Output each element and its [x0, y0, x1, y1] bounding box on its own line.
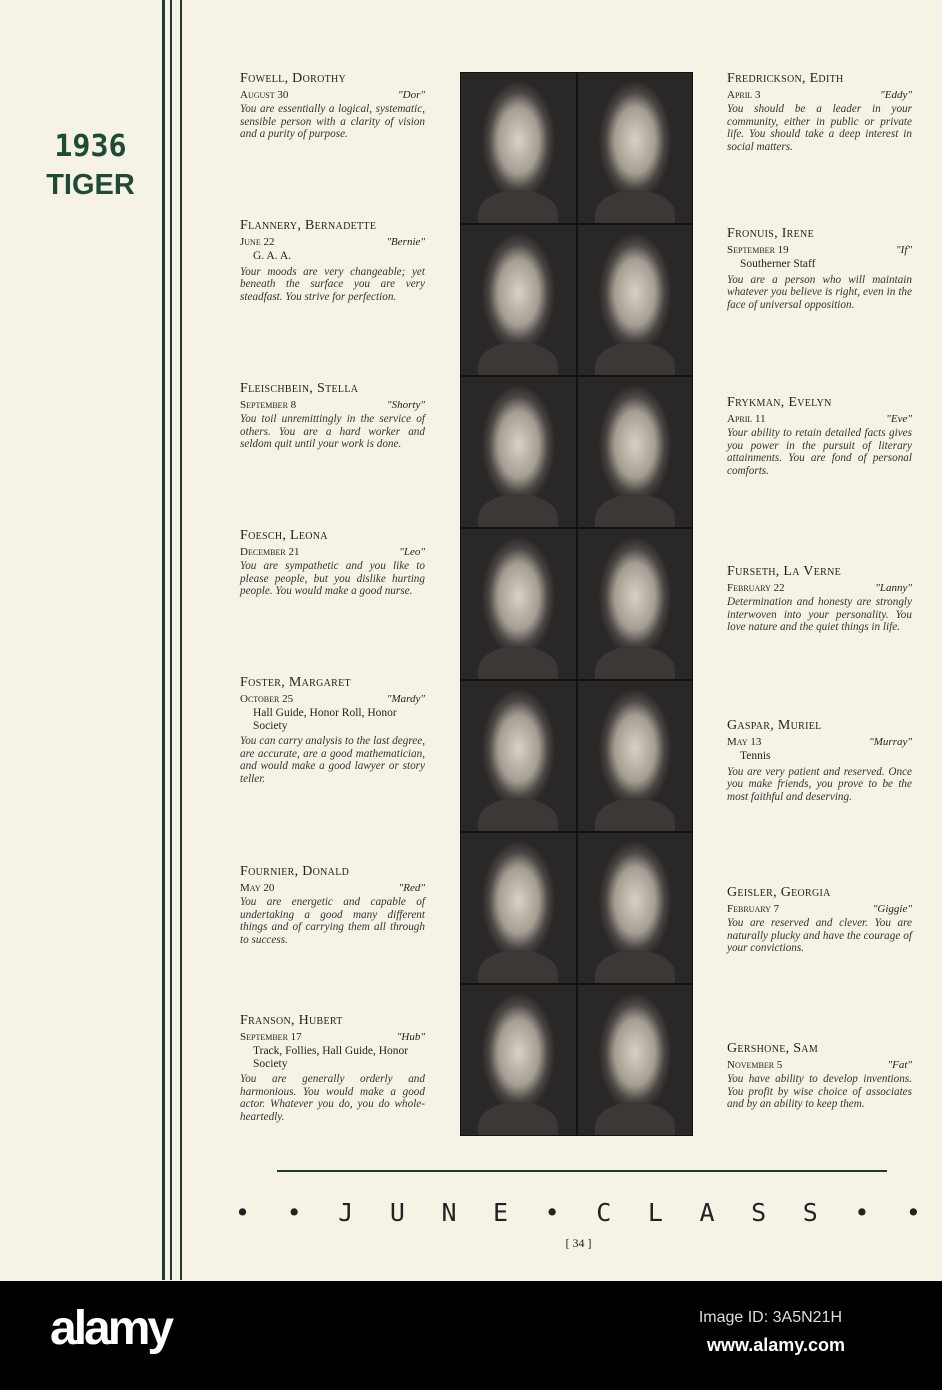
description: You can carry analysis to the last degree, are accurate, are a good mathematician, and would make a good lawyer or story teller.: [240, 735, 425, 785]
section-title: [235, 1198, 925, 1227]
birth-date: April 11: [727, 412, 766, 425]
title-char: S: [802, 1198, 822, 1227]
student-portrait: [461, 377, 576, 527]
nickname: "Red": [398, 881, 425, 894]
birth-date: December 21: [240, 545, 300, 558]
student-portrait: [578, 377, 693, 527]
student-entry: [727, 397, 912, 477]
birth-date: February 22: [727, 581, 785, 594]
student-entry: [240, 220, 425, 303]
title-char: J: [338, 1198, 358, 1227]
student-name: Furseth, La Verne: [727, 564, 842, 579]
student-name: Gaspar, Muriel: [727, 718, 822, 733]
nickname: "Eve": [886, 412, 912, 425]
student-entry: [240, 73, 425, 141]
description: You should be a leader in your community, either in public or private life. You should take a deep interest in social matters.: [727, 103, 912, 153]
nickname: "Bernie": [386, 235, 425, 248]
student-name: Fournier, Donald: [240, 864, 350, 879]
student-portrait: [461, 985, 576, 1135]
description: You are a person who will maintain whatever you believe is right, even in the face of universal opposition.: [727, 273, 912, 311]
student-name: Flannery, Bernadette: [240, 218, 377, 233]
description: You are reserved and clever. You are naturally plucky and have the courage of your convictions.: [727, 917, 912, 954]
nickname: "Mardy": [386, 692, 425, 705]
birth-date: September 8: [240, 398, 297, 411]
yearbook-name: TIGER: [46, 169, 135, 201]
title-char: •: [544, 1198, 564, 1227]
title-char: •: [235, 1198, 255, 1227]
yearbook-title: [28, 128, 153, 204]
nickname: "Hub": [396, 1030, 425, 1043]
student-name: Fleischbein, Stella: [240, 381, 359, 396]
activities: Tennis: [740, 750, 771, 762]
description: Determination and honesty are strongly interwoven into your personality. You love nature and the quiet things in life.: [727, 596, 912, 633]
student-name: Frykman, Evelyn: [727, 395, 832, 410]
title-char: A: [699, 1198, 719, 1227]
student-entry: [727, 566, 912, 634]
student-name: Geisler, Georgia: [727, 885, 831, 900]
nickname: "Fat": [887, 1058, 912, 1071]
nickname: "Shorty": [387, 398, 425, 411]
nickname: "Murray": [869, 735, 912, 748]
student-name: Fredrickson, Edith: [727, 71, 844, 86]
nickname: "If": [896, 243, 912, 256]
description: You are sympathetic and you like to please people, but you dislike hurting people. You would make a good nurse.: [240, 560, 425, 597]
student-portrait: [461, 681, 576, 831]
portrait-grid: [460, 72, 693, 1136]
title-char: L: [647, 1198, 667, 1227]
description: You are generally orderly and harmonious. You would make a good actor. Whatever you do, you do whole-heartedly.: [240, 1073, 425, 1123]
year: 1936: [54, 129, 127, 164]
student-portrait: [461, 833, 576, 983]
title-char: E: [493, 1198, 513, 1227]
birth-date: September 19: [727, 243, 789, 256]
birth-date: May 13: [727, 735, 762, 748]
title-char: •: [854, 1198, 874, 1227]
border-line: [180, 0, 182, 1280]
student-entry: [727, 720, 912, 803]
description: You toil unremittingly in the service of others. You are a hard worker and seldom quit until your work is done.: [240, 413, 425, 450]
student-portrait: [461, 529, 576, 679]
description: Your ability to retain detailed facts gives you power in the pursuit of literary attainments. You are fond of personal comforts.: [727, 427, 912, 477]
student-entry: [240, 530, 425, 598]
student-portrait: [578, 73, 693, 223]
nickname: "Dor": [398, 88, 425, 101]
student-name: Foesch, Leona: [240, 528, 328, 543]
student-entry: [727, 1043, 912, 1111]
description: Your moods are very changeable; yet beneath the surface you are very steadfast. You strive for perfection.: [240, 265, 425, 303]
nickname: "Giggie": [872, 902, 912, 915]
student-portrait: [578, 985, 693, 1135]
student-entry: [240, 383, 425, 451]
birth-date: April 3: [727, 88, 761, 101]
student-name: Fronuis, Irene: [727, 226, 814, 241]
nickname: "Leo": [399, 545, 425, 558]
student-portrait: [578, 529, 693, 679]
student-portrait: [461, 73, 576, 223]
description: You are essentially a logical, systematic, sensible person with a clarity of vision and a purity of purpose.: [240, 103, 425, 140]
watermark-url: www.alamy.com: [706, 1335, 845, 1355]
divider-rule: [277, 1170, 887, 1172]
student-entry: [727, 887, 912, 955]
activities: Hall Guide, Honor Roll, Honor Society: [253, 707, 397, 732]
student-name: Foster, Margaret: [240, 675, 351, 690]
nickname: "Lanny": [875, 581, 912, 594]
title-char: U: [389, 1198, 409, 1227]
title-char: N: [441, 1198, 461, 1227]
student-portrait: [461, 225, 576, 375]
description: You have ability to develop inventions. You profit by wise choice of associates and by an ability to keep them.: [727, 1073, 912, 1110]
student-portrait: [578, 681, 693, 831]
birth-date: September 17: [240, 1030, 302, 1043]
nickname: "Eddy": [880, 88, 912, 101]
student-entry: [240, 677, 425, 785]
birth-date: November 5: [727, 1058, 783, 1071]
activities: Southerner Staff: [740, 258, 816, 270]
student-name: Fowell, Dorothy: [240, 71, 347, 86]
watermark-bar: [0, 1281, 942, 1390]
title-char: •: [286, 1198, 306, 1227]
student-entry: [727, 228, 912, 311]
description: You are energetic and capable of undertaking a good many different things and of carrying them all through to success.: [240, 896, 425, 946]
border-line: [170, 0, 172, 1280]
border-line: [162, 0, 165, 1280]
student-portrait: [578, 833, 693, 983]
birth-date: June 22: [240, 235, 275, 248]
birth-date: October 25: [240, 692, 294, 705]
title-char: C: [596, 1198, 616, 1227]
page-number: [ 34 ]: [565, 1236, 592, 1250]
student-name: Gershone, Sam: [727, 1041, 819, 1056]
alamy-logo: alamy: [50, 1302, 172, 1355]
activities: G. A. A.: [253, 250, 292, 262]
birth-date: May 20: [240, 881, 275, 894]
student-entry: [727, 73, 912, 153]
student-portrait: [578, 225, 693, 375]
student-name: Franson, Hubert: [240, 1013, 343, 1028]
description: You are very patient and reserved. Once you make friends, you prove to be the most faithful and deserving.: [727, 765, 912, 803]
birth-date: February 7: [727, 902, 780, 915]
student-entry: [240, 1015, 425, 1123]
student-entry: [240, 866, 425, 946]
birth-date: August 30: [240, 88, 289, 101]
title-char: •: [905, 1198, 925, 1227]
activities: Track, Follies, Hall Guide, Honor Society: [253, 1045, 409, 1070]
title-char: S: [751, 1198, 771, 1227]
image-id: Image ID: 3A5N21H: [698, 1309, 842, 1326]
